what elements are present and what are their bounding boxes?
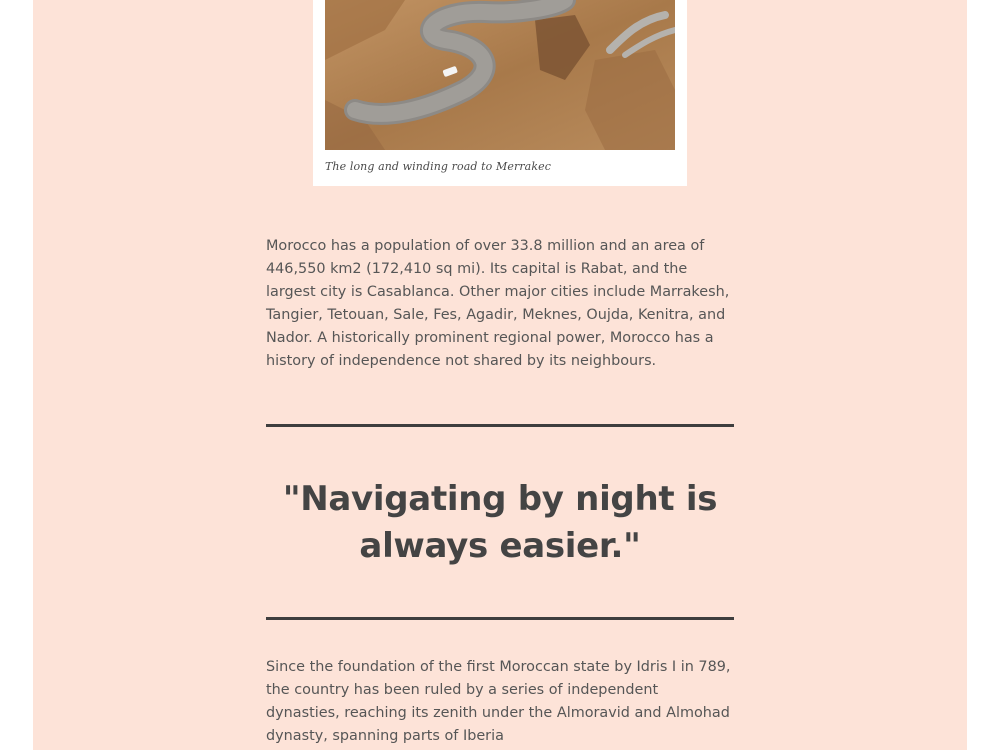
- article-page: [33, 0, 967, 750]
- road-photo: [325, 0, 675, 150]
- figure-caption: The long and winding road to Merrakec: [325, 160, 551, 173]
- pull-quote-divider-top: [266, 424, 734, 427]
- article-paragraph-1: Morocco has a population of over 33.8 million and an area of 446,550 km2 (172,410 sq mi). Its capital is Rabat, and the largest city is Casablanca. Other major cities include Marrakesh, Tangier, Tetouan, Sale, Fes, Agadir, Meknes, Oujda, Kenitra, and Nador. A historically prominent regional power, Morocco has a history of independence not shared by its neighbours.: [266, 238, 730, 369]
- article-paragraph-2: Since the foundation of the first Moroccan state by Idris I in 789, the country has been ruled by a series of independent dynasties, reaching its zenith under the Almoravid and Almohad dynasty, spanning parts of Iberia: [266, 659, 731, 744]
- pull-quote-divider-bottom: [266, 617, 734, 620]
- pull-quote: "Navigating by night is always easier.": [282, 479, 718, 566]
- figure-card: [313, 0, 687, 186]
- winding-road-image: [325, 0, 675, 150]
